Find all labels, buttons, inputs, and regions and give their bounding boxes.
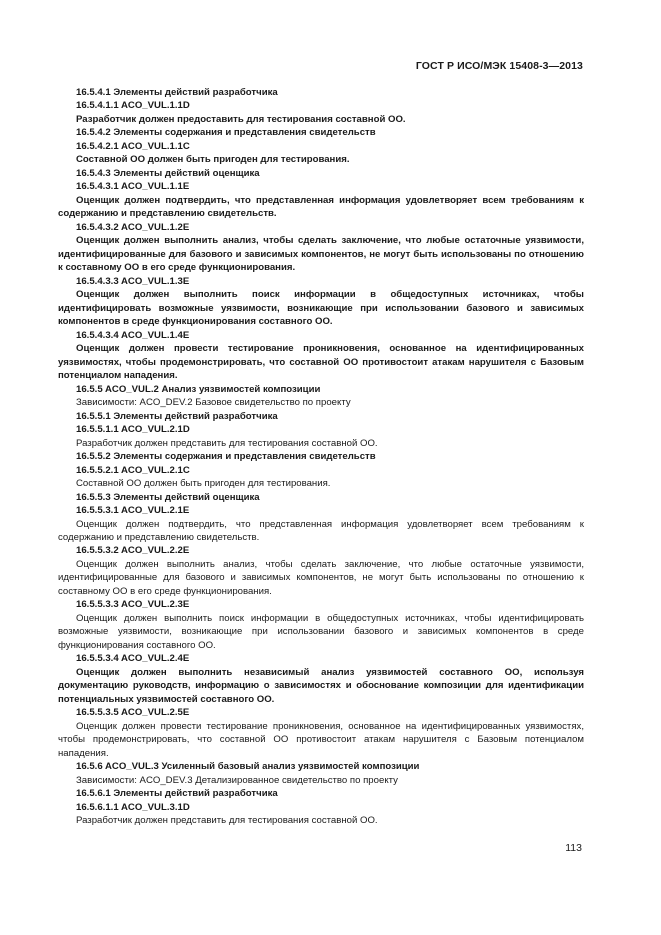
- paragraph: 16.5.4.1 Элементы действий разработчика: [76, 87, 278, 98]
- paragraph: 16.5.5.2.1 ACO_VUL.2.1C: [76, 464, 190, 476]
- paragraph: 16.5.5 ACO_VUL.2 Анализ уязвимостей композиции: [76, 383, 321, 395]
- paragraph: Оценщик должен провести тестирование проникновения, основанное на идентифицированных уязвимостях, чтобы продемонстрировать, что составной ОО противостоит атакам нарушителя с Базовым потенциалом нападения.: [58, 343, 584, 382]
- paragraph: Составной ОО должен быть пригоден для тестирования.: [76, 478, 331, 490]
- paragraph: 16.5.6.1 Элементы действий разработчика: [76, 788, 278, 800]
- paragraph: Оценщик должен подтвердить, что представленная информация удовлетворяет всем требованиям к содержанию и представлению свидетельств.: [58, 518, 584, 543]
- paragraph: 16.5.5.3.3 ACO_VUL.2.3E: [76, 599, 190, 611]
- paragraph: Оценщик должен выполнить независимый анализ уязвимостей составного ОО, используя документацию руководств, информацию о зависимостях и обоснование композиции для идентификации потенциальных уязвимостей составного ОО.: [58, 666, 584, 705]
- paragraph: 16.5.5.1 Элементы действий разработчика: [76, 410, 278, 422]
- paragraph: Зависимости: ACO_DEV.3 Детализированное свидетельство по проекту: [76, 774, 398, 786]
- paragraph: 16.5.4.2.1 ACO_VUL.1.1C: [76, 140, 190, 152]
- paragraph: Оценщик должен подтвердить, что представленная информация удовлетворяет всем требованиям к содержанию и представлению свидетельств.: [58, 194, 584, 220]
- paragraph: 16.5.4.3.2 ACO_VUL.1.2E: [76, 221, 190, 233]
- paragraph: 16.5.4.2 Элементы содержания и представления свидетельств: [76, 127, 376, 139]
- paragraph: 16.5.5.3.5 ACO_VUL.2.5E: [76, 707, 190, 719]
- paragraph: 16.5.5.2 Элементы содержания и представления свидетельств: [76, 451, 376, 463]
- paragraph: Оценщик должен провести тестирование проникновения, основанное на идентифицированных уязвимостях, чтобы продемонстрировать, что составной ОО противостоит атакам нарушителя с Базовым потенциалом нападения.: [58, 720, 584, 759]
- paragraph: Оценщик должен выполнить поиск информации в общедоступных источниках, чтобы идентифицировать возможные уязвимости, возникающие при использовании базового и зависимых компонентов в среде функционирования составного ОО.: [58, 612, 584, 651]
- paragraph: Разработчик должен представить для тестирования составной ОО.: [76, 815, 378, 827]
- paragraph: Разработчик должен предоставить для тестирования составной ОО.: [76, 113, 406, 125]
- paragraph: 16.5.4.1.1 ACO_VUL.1.1D: [76, 100, 190, 112]
- paragraph: 16.5.5.3.2 ACO_VUL.2.2E: [76, 545, 190, 557]
- paragraph: 16.5.4.3.3 ACO_VUL.1.3E: [76, 275, 190, 287]
- paragraph: 16.5.5.1.1 ACO_VUL.2.1D: [76, 424, 190, 436]
- paragraph: Разработчик должен представить для тестирования составной ОО.: [76, 437, 378, 449]
- paragraph: Оценщик должен выполнить анализ, чтобы сделать заключение, что любые остаточные уязвимости, идентифицированные для базового и зависимых компонентов, не могут быть использованы по отношению к составному ОО в его среде функционирования.: [58, 235, 584, 274]
- page-number: 113: [565, 842, 582, 854]
- paragraph: Оценщик должен выполнить анализ, чтобы сделать заключение, что любые остаточные уязвимости, идентифицированные для базового и зависимых компонентов, не могут быть использованы по отношению к составному ОО в его среде функционирования.: [58, 558, 584, 597]
- paragraph: 16.5.5.3.4 ACO_VUL.2.4E: [76, 653, 190, 665]
- paragraph: 16.5.5.3 Элементы действий оценщика: [76, 491, 260, 503]
- paragraph: 16.5.4.3.4 ACO_VUL.1.4E: [76, 329, 190, 341]
- paragraph: Зависимости: ACO_DEV.2 Базовое свидетельство по проекту: [76, 397, 351, 409]
- paragraph: Составной ОО должен быть пригоден для тестирования.: [76, 154, 350, 166]
- paragraph: 16.5.6 ACO_VUL.3 Усиленный базовый анализ уязвимостей композиции: [76, 761, 420, 773]
- paragraph: 16.5.6.1.1 ACO_VUL.3.1D: [76, 801, 190, 813]
- paragraph: 16.5.5.3.1 ACO_VUL.2.1E: [76, 505, 190, 517]
- paragraph: 16.5.4.3.1 ACO_VUL.1.1E: [76, 181, 190, 193]
- document-header: ГОСТ Р ИСО/МЭК 15408-3—2013: [415, 60, 583, 72]
- document-body: [58, 86, 584, 828]
- paragraph: Оценщик должен выполнить поиск информации в общедоступных источниках, чтобы идентифицировать возможные уязвимости, возникающие при использовании базового и зависимых компонентов в среде функционирования составного ОО.: [58, 289, 584, 328]
- paragraph: 16.5.4.3 Элементы действий оценщика: [76, 167, 260, 179]
